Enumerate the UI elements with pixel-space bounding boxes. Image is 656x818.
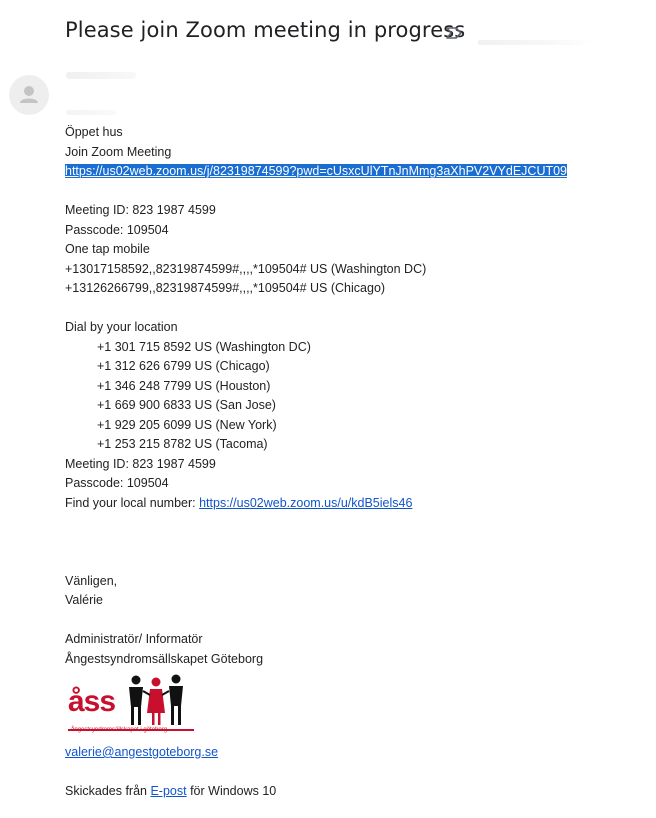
meeting-id: Meeting ID: 823 1987 4599 <box>65 456 216 471</box>
one-tap-number: +13017158592,,82319874599#,,,,*109504# US (Washington DC) <box>65 261 427 276</box>
email-subject: Please join Zoom meeting in progress <box>65 18 466 42</box>
redacted-header-detail <box>478 40 593 45</box>
one-tap-number: +13126266799,,82319874599#,,,,*109504# US (Chicago) <box>65 281 386 295</box>
avatar[interactable] <box>9 75 49 115</box>
find-local-number-link[interactable]: https://us02web.zoom.us/u/kdB5iels46 <box>199 495 413 510</box>
sender-name: Valérie <box>65 593 103 607</box>
dial-number: +1 253 215 8782 US (Tacoma) <box>97 437 268 451</box>
one-tap-label: One tap mobile <box>65 242 150 256</box>
redacted-recipient <box>66 110 116 115</box>
footer-prefix: Skickades från <box>65 784 151 798</box>
sender-title: Administratör/ Informatör <box>65 632 203 646</box>
logo-figures <box>129 675 183 726</box>
mail-app-link[interactable]: E-post <box>150 784 187 798</box>
passcode: Passcode: 109504 <box>65 222 169 237</box>
dial-number: +1 301 715 8592 US (Washington DC) <box>97 339 311 354</box>
dial-number: +1 346 248 7799 US (Houston) <box>97 378 271 393</box>
meeting-id: Meeting ID: 823 1987 4599 <box>65 203 216 217</box>
dial-number: +1 669 900 6833 US (San Jose) <box>97 398 276 412</box>
organization-logo <box>66 673 196 735</box>
join-meeting-link[interactable]: https://us02web.zoom.us/j/82319874599?pwd=cUsxcUlYTnJnMmg3aXhPV2VYdEJCUT09 <box>65 164 568 178</box>
organization-name: Ångestsyndromsällskapet Göteborg <box>65 651 264 666</box>
passcode: Passcode: 109504 <box>65 476 169 490</box>
dial-number: +1 929 205 6099 US (New York) <box>97 417 277 432</box>
sent-from-footer <box>65 782 276 802</box>
sender-email-link[interactable]: valerie@angestgoteborg.se <box>65 745 219 759</box>
find-local-label: Find your local number: <box>65 495 200 510</box>
person-icon <box>9 75 49 115</box>
dial-label: Dial by your location <box>65 320 178 334</box>
logo-text: åss <box>68 685 116 718</box>
dial-number: +1 312 626 6799 US (Chicago) <box>97 359 270 373</box>
logo-tagline: ångestsyndromsällskapet i göteborg <box>71 727 168 733</box>
email-body <box>65 123 645 669</box>
greeting: Öppet hus <box>65 125 123 139</box>
signoff: Vänligen, <box>65 573 118 588</box>
redacted-sender <box>66 72 136 79</box>
label-icon[interactable] <box>445 25 463 41</box>
footer-suffix: för Windows 10 <box>186 784 277 798</box>
join-label: Join Zoom Meeting <box>65 144 172 159</box>
